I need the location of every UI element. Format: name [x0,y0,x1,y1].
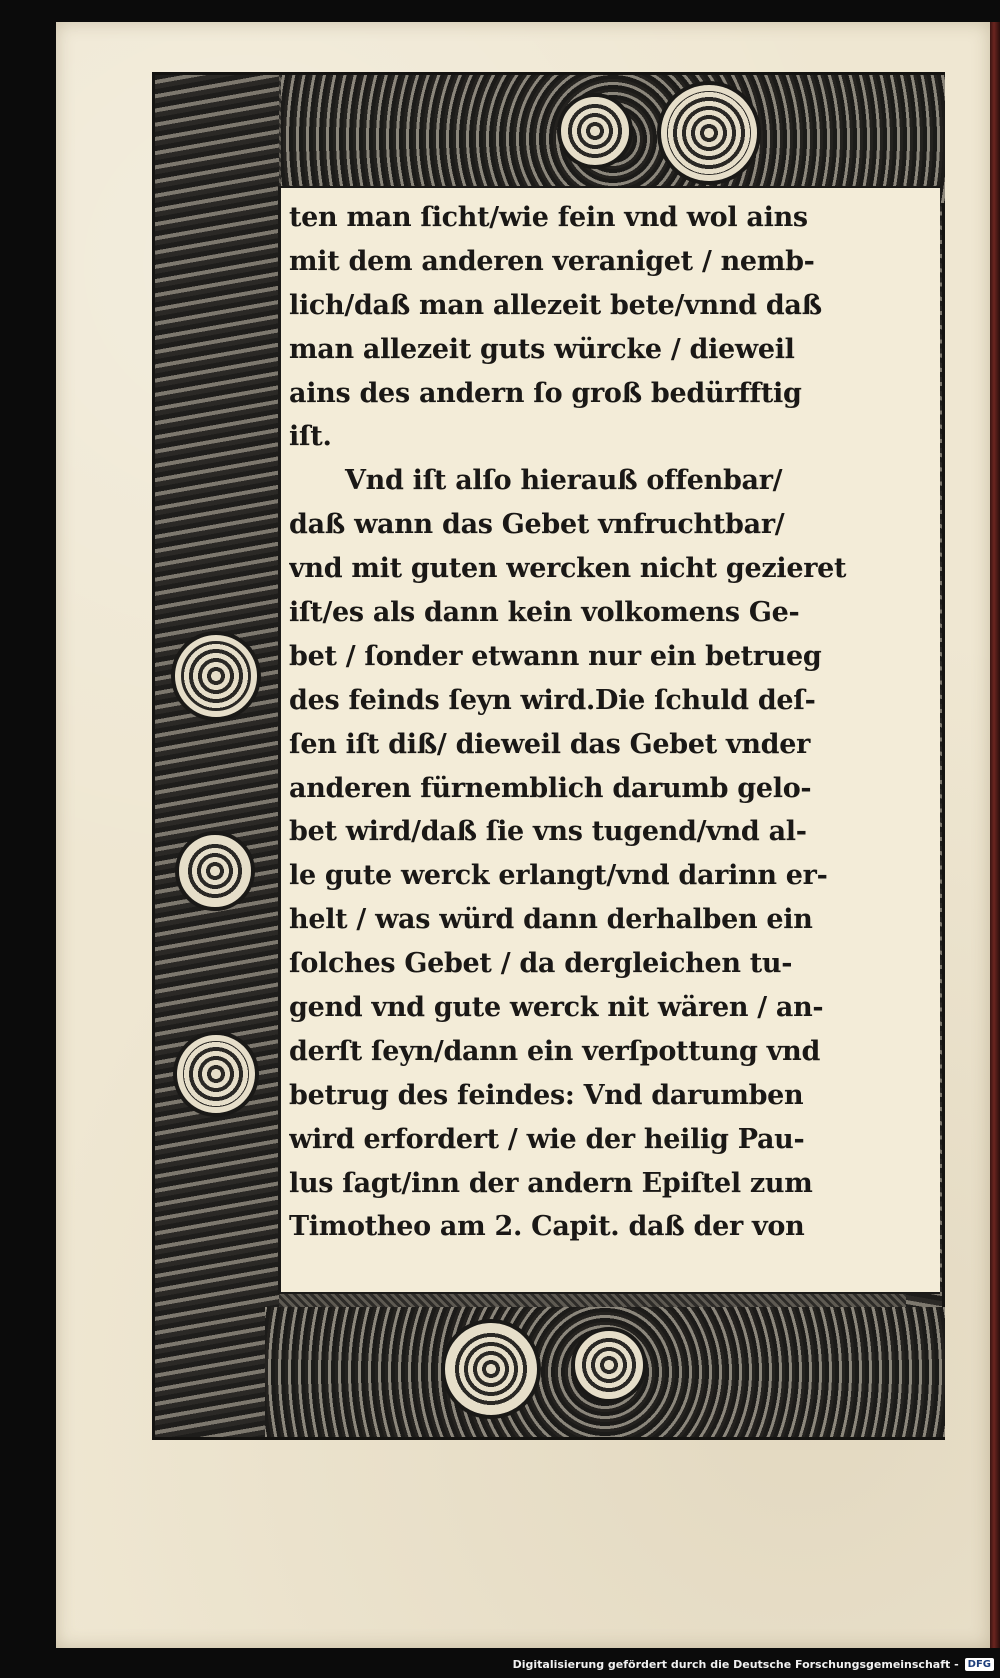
text-lines [289,196,937,1249]
border-left-figure [155,75,279,1437]
text-line: bet / ſonder etwann nur ein betrueg [289,640,822,672]
text-line: daß wann das Gebet vnfruchtbar/ [289,509,785,541]
border-bottom-ornament [265,1307,945,1437]
text-line: ten man ſicht/wie fein vnd wol ains [289,202,808,233]
text-line: ſen iſt diß/ dieweil das Gebet vnder [289,728,811,760]
text-line: iſt/es als dann kein volkomens Ge- [289,597,800,629]
text-line: ains des andern ſo groß bedürfftig [289,377,802,409]
dfg-logo-icon: DFG [965,1658,994,1671]
scroll-ornament-icon [177,1035,255,1113]
text-line: lich/daß man allezeit bete/vnnd daß [289,289,822,321]
text-line: anderen fürnemblich darumb gelo- [289,772,812,804]
text-line: helt / was würd dann derhalben ein [289,904,813,936]
digitization-credit [513,1652,994,1676]
scroll-ornament-icon [175,635,257,717]
text-line: wird erfordert / wie der heilig Pau- [289,1123,805,1155]
text-line: betrug des feindes: Vnd darumben [289,1079,804,1111]
text-line: bet wird/daß ſie vns tugend/vnd al- [289,816,807,848]
text-block [278,186,940,1294]
text-line: iſt. [289,421,332,453]
text-line: Timotheo am 2. Capit. daß der von [289,1211,805,1243]
rosette-ornament-icon [575,1331,643,1399]
text-line: le gute werck erlangt/vnd darinn er- [289,860,828,892]
adjacent-page-edge [990,22,1000,1648]
text-line: des feinds ſeyn wird.Die ſchuld deſ- [289,684,816,716]
text-line: man allezeit guts würcke / dieweil [289,333,795,365]
text-line: vnd mit guten wercken nicht gezieret [289,553,847,585]
text-line: mit dem anderen veraniget / nemb- [289,245,815,277]
text-line: derſt ſeyn/dann ein verſpottung vnd [289,1035,821,1067]
scroll-ornament-icon [445,1323,537,1415]
rosette-ornament-icon [561,97,629,165]
scroll-ornament-icon [179,835,251,907]
text-line: gend vnd gute werck nit wären / an- [289,992,824,1024]
text-line: ſolches Gebet / da dergleichen tu- [289,948,793,980]
scroll-ornament-icon [661,85,757,181]
credit-text: Digitalisierung gefördert durch die Deutsche Forschungsgemeinschaft - [512,1657,959,1671]
text-line: lus ſagt/inn der andern Epiſtel zum [289,1167,813,1199]
border-top-ornament [281,75,945,203]
text-line: Vnd iſt alſo hierauß offenbar/ [345,465,783,497]
